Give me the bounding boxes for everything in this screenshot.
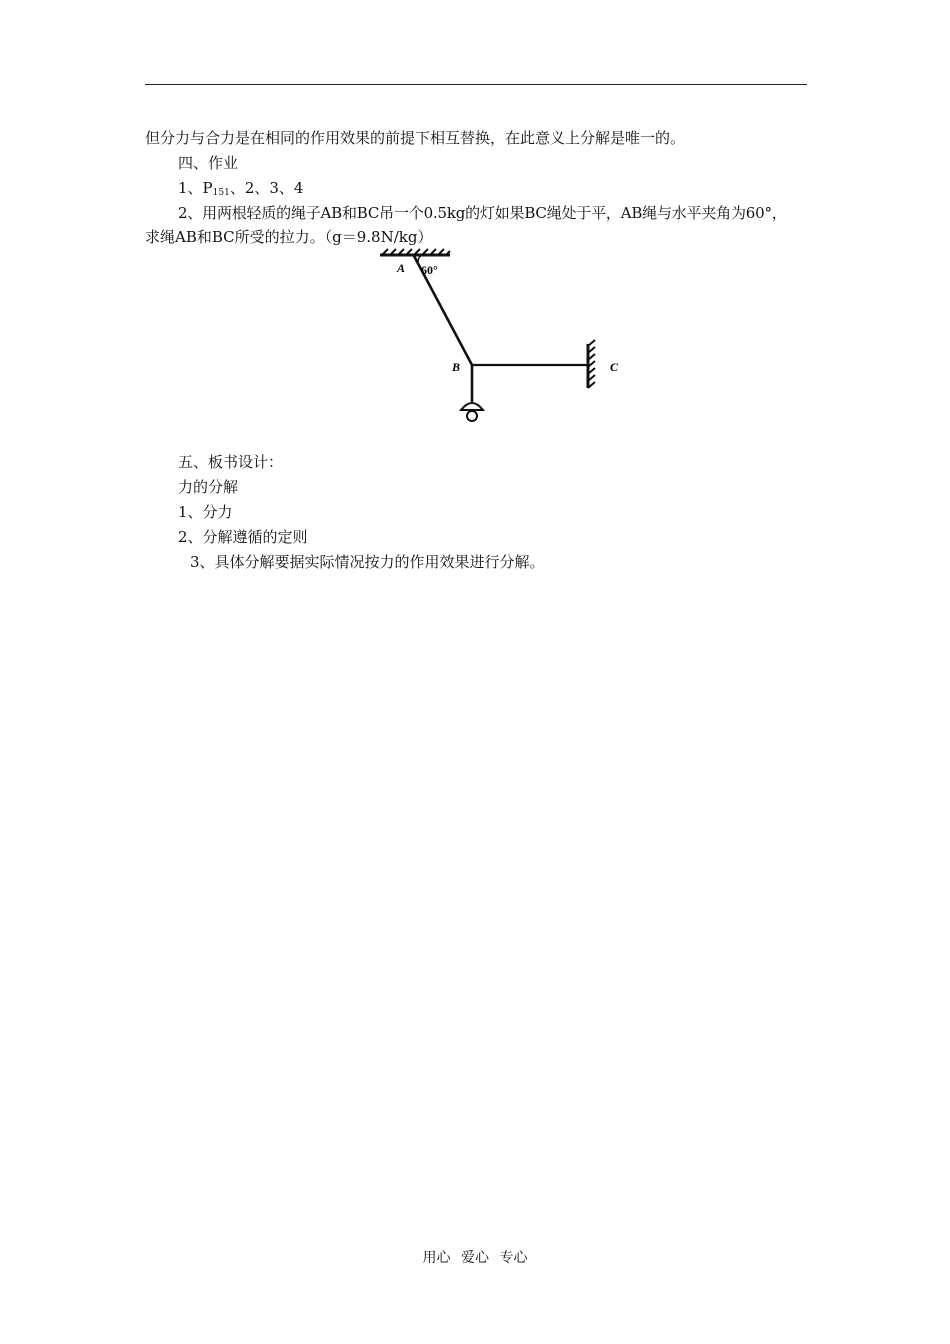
homework-item-1 — [178, 178, 303, 203]
lamp-bulb — [467, 411, 477, 421]
paragraph-text: 但分力与合力是在相同的作用效果的前提下相互替换，在此意义上分解是唯一的。 — [145, 129, 686, 147]
ceiling-hatching — [382, 249, 450, 255]
point-c-label: C — [610, 360, 619, 374]
point-a-label: A — [397, 261, 406, 275]
page-footer — [0, 1249, 950, 1267]
board-title: 力的分解 — [178, 478, 239, 496]
board-item-1: 1、分力 — [178, 503, 233, 521]
homework-item-1-suffix: 、2、3、4 — [229, 179, 304, 197]
board-item-3: 3、具体分解要据实际情况按力的作用效果进行分解。 — [190, 553, 545, 571]
lamp-shade — [461, 403, 483, 410]
header-rule — [145, 84, 807, 85]
footer-text-1: 用心 — [422, 1250, 451, 1266]
point-b-label: B — [452, 360, 461, 374]
homework-item-2-line-2: 求绳AB和BC所受的拉力。（g＝9.8N/kg） — [145, 228, 433, 246]
page-subscript: 151 — [212, 188, 230, 198]
rope-lamp-diagram — [370, 248, 640, 428]
board-heading: 五、板书设计： — [178, 453, 284, 471]
footer-text-3: 专心 — [499, 1250, 528, 1266]
footer-text-2: 爱心 — [461, 1250, 489, 1266]
homework-heading: 四、作业 — [178, 154, 239, 172]
homework-item-1-prefix: 1、P — [178, 179, 213, 197]
homework-item-2-line-1: 2、用两根轻质的绳子AB和BC吊一个0.5kg的灯如果BC绳处于平，AB绳与水平夹角为60°， — [178, 204, 787, 222]
board-item-2: 2、分解遵循的定则 — [178, 528, 308, 546]
angle-label: 60° — [421, 263, 438, 277]
